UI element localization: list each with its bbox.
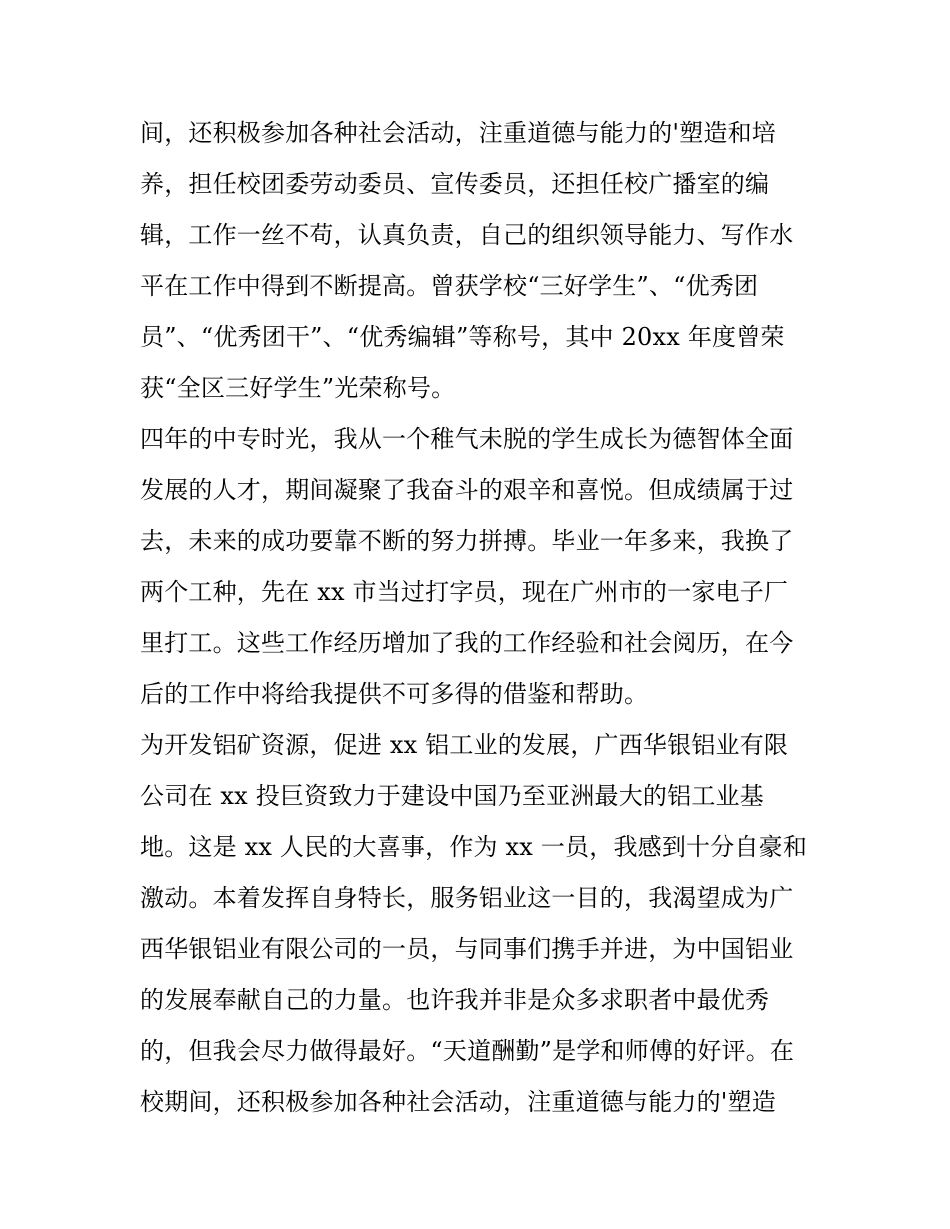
text-line: 员”、“优秀团干”、“优秀编辑”等称号，其中 20xx 年度曾荣 bbox=[140, 323, 785, 351]
text-line: 去，未来的成功要靠不断的努力拼搏。毕业一年多来，我换了 bbox=[140, 527, 794, 555]
text-line: 两个工种，先在 xx 市当过打字员，现在广州市的一家电子厂 bbox=[140, 578, 789, 606]
text-line: 西华银铝业有限公司的一员，与同事们携手并进，为中国铝业 bbox=[140, 935, 794, 963]
text-line: 公司在 xx 投巨资致力于建设中国乃至亚洲最大的铝工业基 bbox=[140, 782, 764, 810]
text-line: 校期间，还积极参加各种社会活动，注重道德与能力的'塑造 bbox=[140, 1088, 776, 1116]
text-line: 地。这是 xx 人民的大喜事，作为 xx 一员，我感到十分自豪和 bbox=[140, 833, 808, 861]
text-line: 的发展奉献自己的力量。也许我并非是众多求职者中最优秀 bbox=[140, 986, 770, 1014]
text-line: 发展的人才，期间凝聚了我奋斗的艰辛和喜悦。但成绩属于过 bbox=[140, 476, 794, 504]
text-line: 养，担任校团委劳动委员、宣传委员，还担任校广播室的编 bbox=[140, 170, 770, 198]
text-line: 的，但我会尽力做得最好。“天道酬勤”是学和师傅的好评。在 bbox=[140, 1037, 795, 1065]
text-line: 平在工作中得到不断提高。曾获学校“三好学生”、“优秀团 bbox=[140, 272, 759, 300]
text-line: 里打工。这些工作经历增加了我的工作经验和社会阅历，在今 bbox=[140, 629, 794, 657]
body-text bbox=[140, 108, 830, 1128]
text-line: 辑，工作一丝不苟，认真负责，自己的组织领导能力、写作水 bbox=[140, 221, 794, 249]
text-line: 间，还积极参加各种社会活动，注重道德与能力的'塑造和培 bbox=[140, 119, 776, 147]
text-line: 获“全区三好学生”光荣称号。 bbox=[140, 374, 456, 402]
text-line: 四年的中专时光，我从一个稚气未脱的学生成长为德智体全面 bbox=[140, 425, 794, 453]
text-line: 激动。本着发挥自身特长，服务铝业这一目的，我渴望成为广 bbox=[140, 884, 794, 912]
text-line: 后的工作中将给我提供不可多得的借鉴和帮助。 bbox=[140, 680, 649, 708]
text-line: 为开发铝矿资源，促进 xx 铝工业的发展，广西华银铝业有限 bbox=[140, 731, 789, 759]
